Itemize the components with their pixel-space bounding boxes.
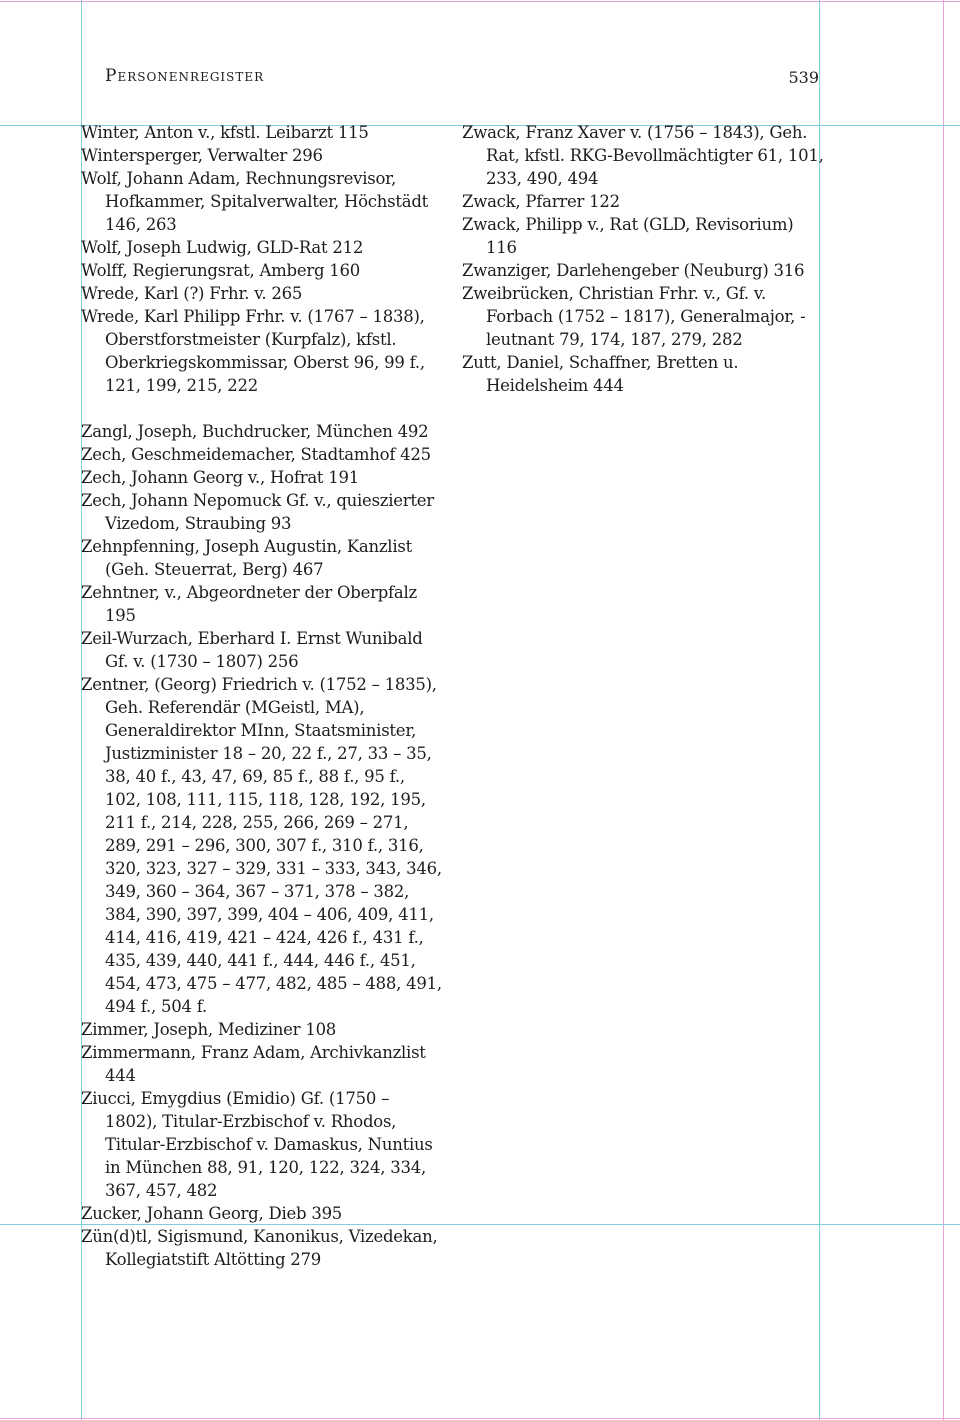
index-entry: Zehntner, v., Abgeordneter der Oberpfalz 195 xyxy=(81,583,417,625)
index-entry: Wolf, Johann Adam, Rechnungsrevisor, Hofkammer, Spitalverwalter, Höchstädt 146, 263 xyxy=(81,169,429,234)
index-entry: Zwack, Pfarrer 122 xyxy=(462,192,620,211)
index-entry: Zutt, Daniel, Schaffner, Bretten u. Heidelsheim 444 xyxy=(462,353,739,395)
index-entry: Zwanziger, Darlehengeber (Neuburg) 316 xyxy=(462,261,805,280)
index-entry: Zech, Johann Nepomuck Gf. v., quieszierter Vizedom, Straubing 93 xyxy=(81,491,434,533)
page-edge-guide xyxy=(943,0,944,1420)
index-entry: Wolf, Joseph Ludwig, GLD-Rat 212 xyxy=(81,238,364,257)
index-entry: Zech, Geschmeidemacher, Stadtamhof 425 xyxy=(81,445,431,464)
index-entry: Zwack, Philipp v., Rat (GLD, Revisorium) 116 xyxy=(462,215,794,257)
page-header xyxy=(105,66,819,94)
index-entry: Zehnpfenning, Joseph Augustin, Kanzlist (Geh. Steuerrat, Berg) 467 xyxy=(81,537,412,579)
index-entry: Zentner, (Georg) Friedrich v. (1752 – 1835), Geh. Referendär (MGeistl, MA), Generaldirektor MInn, Staatsminister, Justizminister 18 – 20, 22 f., 27, 33 – 35, 38, 40 f., 43, 47, 69, 85 f., 88 f., 95 f., 102, 108, 111, 115, 118, 128, 192, 195, 211 f., 214, 228, 255, 266, 269 – 271, 289, 291 – 296, 300, 307 f., 310 f., 316, 320, 323, 327 – 329, 331 – 333, 343, 346, 349, 360 – 364, 367 – 371, 378 – 382, 384, 390, 397, 399, 404 – 406, 409, 411, 414, 416, 419, 421 – 424, 426 f., 431 f., 435, 439, 440, 441 f., 444, 446 f., 451, 454, 473, 475 – 477, 482, 485 – 488, 491, 494 f., 504 f. xyxy=(81,675,442,1016)
index-entry: Wintersperger, Verwalter 296 xyxy=(81,146,323,165)
index-entry: Zangl, Joseph, Buchdrucker, München 492 xyxy=(81,422,429,441)
index-column-left xyxy=(81,121,443,1271)
index-entry: Winter, Anton v., kfstl. Leibarzt 115 xyxy=(81,123,369,142)
index-entry: Zech, Johann Georg v., Hofrat 191 xyxy=(81,468,360,487)
index-entry: Zeil-Wurzach, Eberhard I. Ernst Wunibald Gf. v. (1730 – 1807) 256 xyxy=(81,629,423,671)
index-entry: Zwack, Franz Xaver v. (1756 – 1843), Geh. Rat, kfstl. RKG-Bevollmächtigter 61, 101, 233, 490, 494 xyxy=(462,123,824,188)
index-entry: Wrede, Karl Philipp Frhr. v. (1767 – 1838), Oberstforstmeister (Kurpfalz), kfstl. Oberkriegskommissar, Oberst 96, 99 f., 121, 199, 215, 222 xyxy=(81,307,425,395)
index-entry: Wrede, Karl (?) Frhr. v. 265 xyxy=(81,284,303,303)
page-top-guide xyxy=(0,1,960,2)
index-entry: Zimmer, Joseph, Mediziner 108 xyxy=(81,1020,337,1039)
index-entry: Zimmermann, Franz Adam, Archivkanzlist 444 xyxy=(81,1043,426,1085)
index-column-right xyxy=(462,121,824,397)
running-title: Personenregister xyxy=(105,66,265,86)
index-entry: Zün(d)tl, Sigismund, Kanonikus, Vizedekan, Kollegiatstift Altötting 279 xyxy=(81,1227,438,1269)
letter-group-gap xyxy=(81,397,443,420)
page-number: 539 xyxy=(788,68,819,87)
index-entry: Zucker, Johann Georg, Dieb 395 xyxy=(81,1204,343,1223)
index-entry: Ziucci, Emygdius (Emidio) Gf. (1750 – 1802), Titular-Erzbischof v. Rhodos, Titular-Erzbischof v. Damaskus, Nuntius in München 88, 91, 120, 122, 324, 334, 367, 457, 482 xyxy=(81,1089,433,1200)
index-entry: Zweibrücken, Christian Frhr. v., Gf. v. Forbach (1752 – 1817), Generalmajor, -leutnant 79, 174, 187, 279, 282 xyxy=(462,284,806,349)
page-bottom-guide xyxy=(0,1418,960,1419)
index-entry: Wolff, Regierungsrat, Amberg 160 xyxy=(81,261,361,280)
